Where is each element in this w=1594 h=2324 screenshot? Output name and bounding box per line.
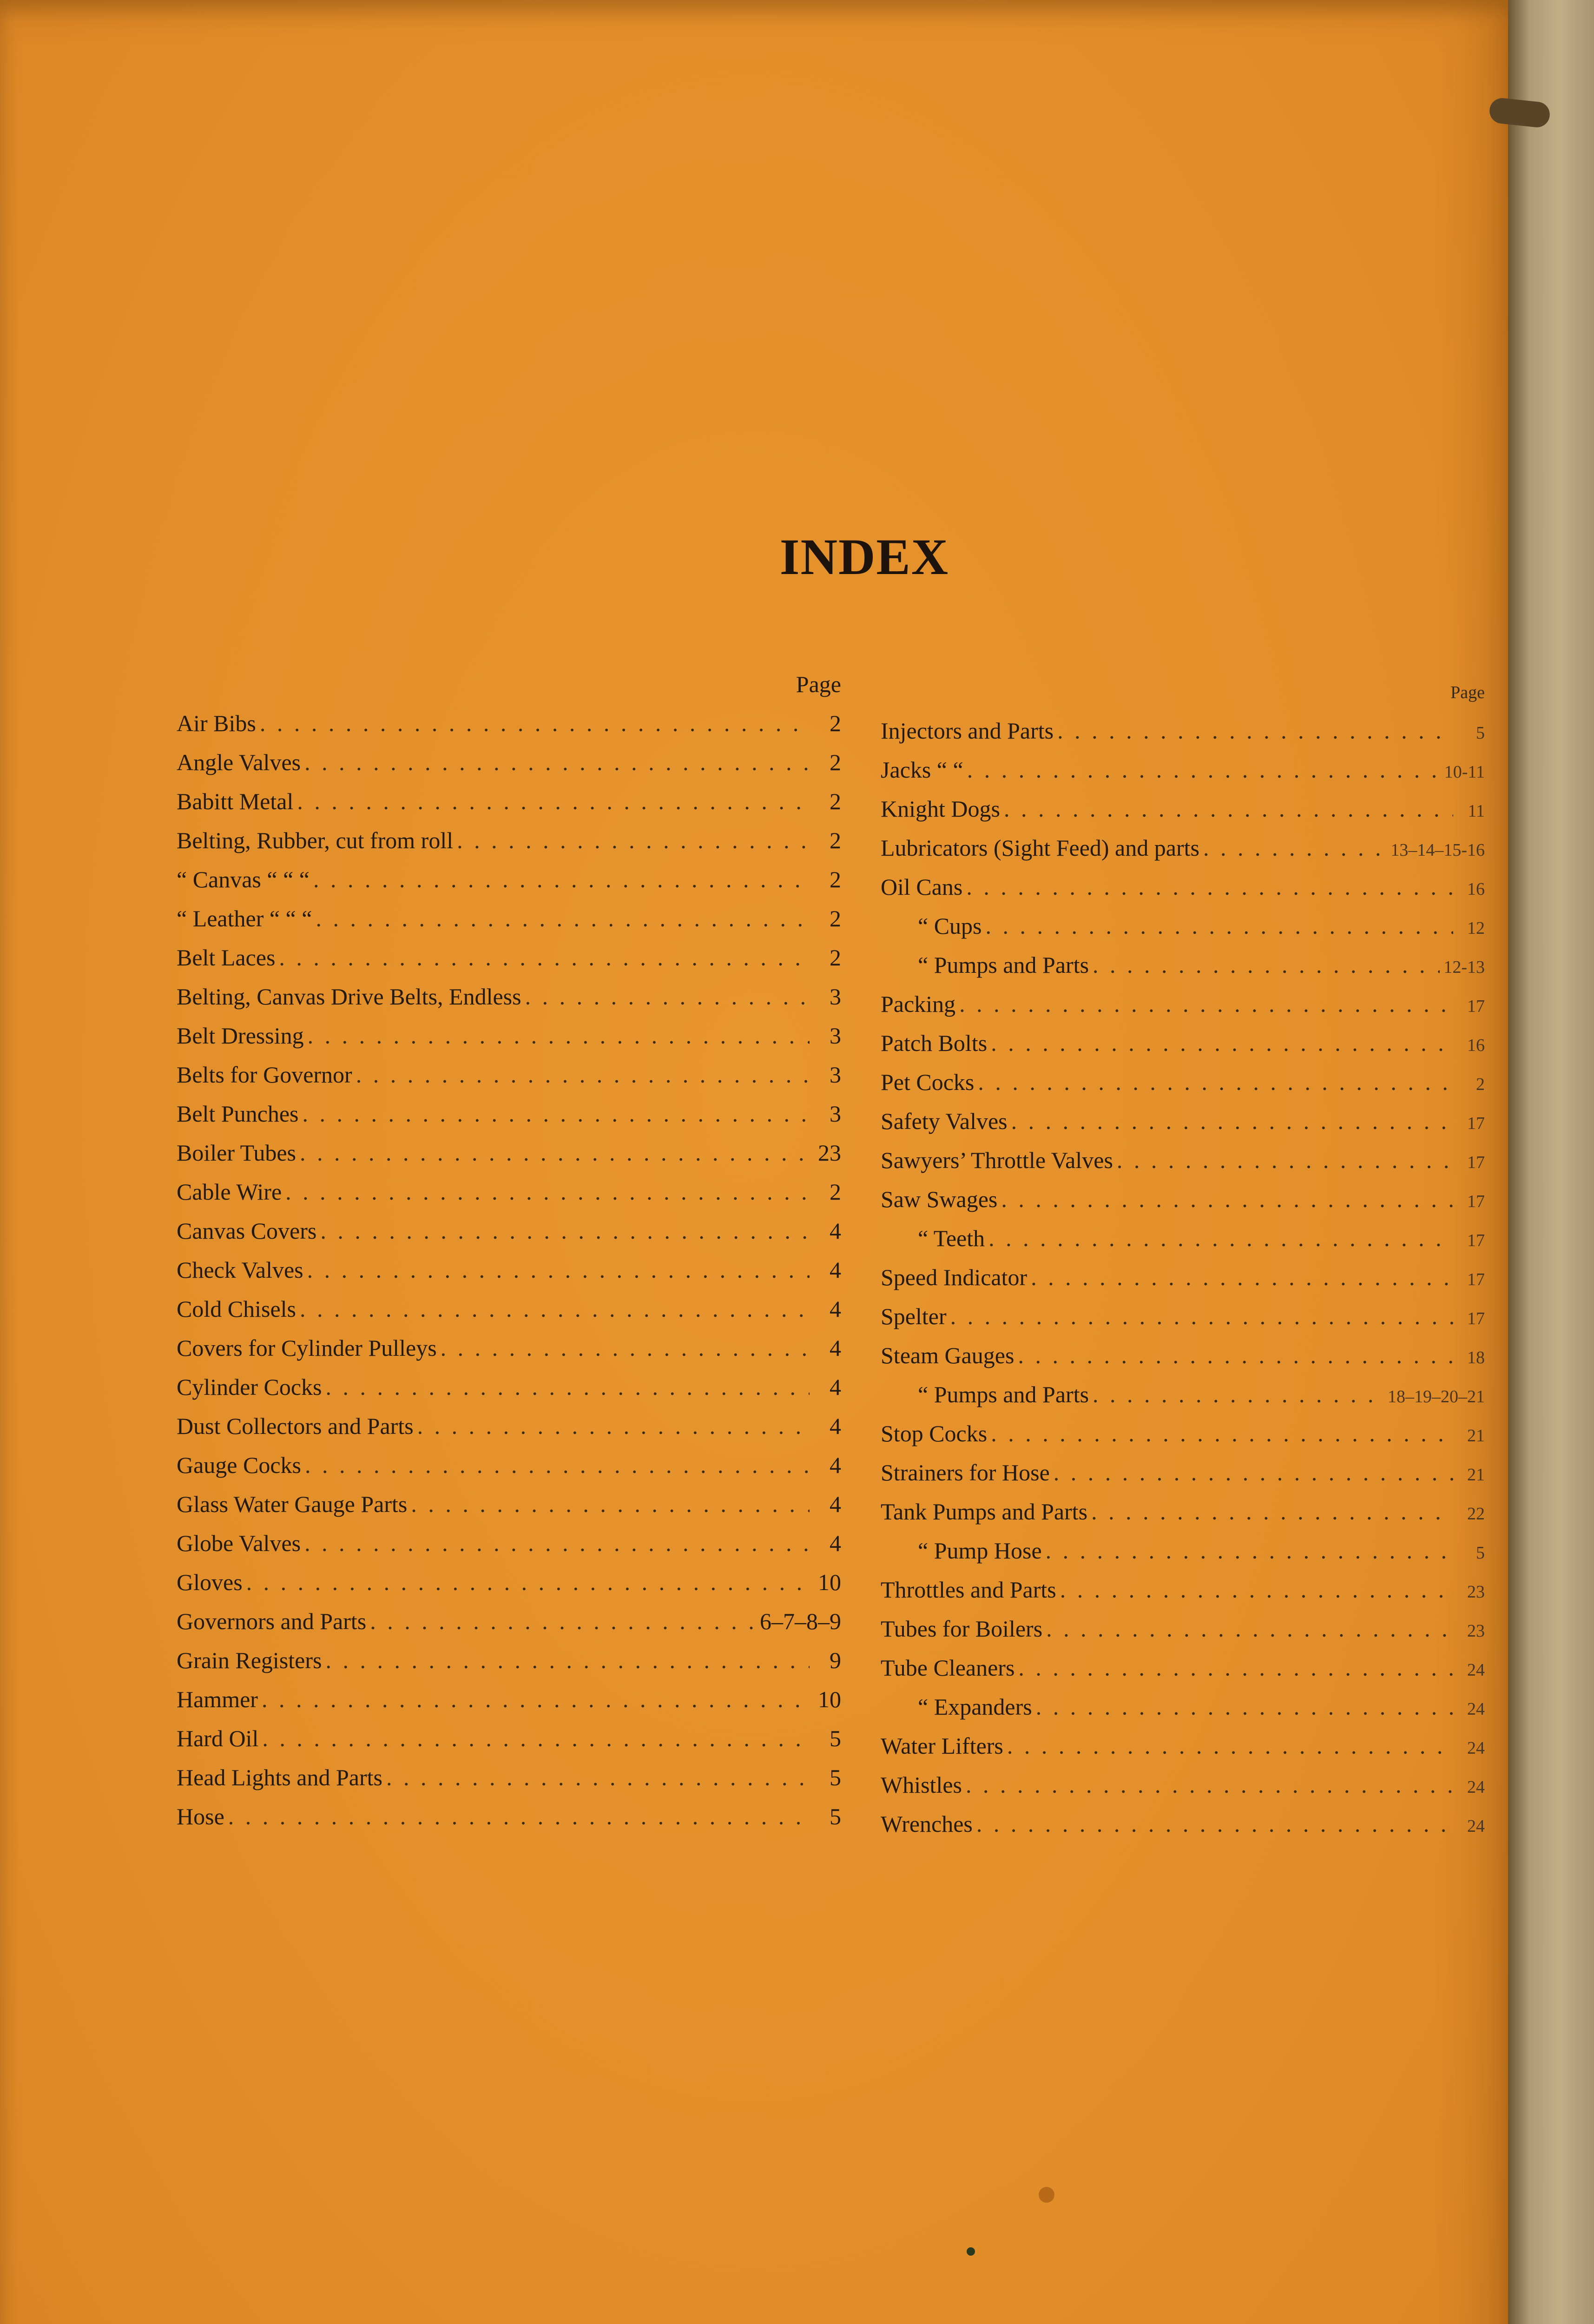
index-entry-name: Covers for Cylinder Pulleys [177,1335,437,1361]
dot-leader [262,1680,810,1719]
index-entry [177,1250,841,1289]
dot-leader [246,1563,810,1602]
index-entry [881,1570,1485,1609]
index-entry-name: Belting, Canvas Drive Belts, Endless [177,984,521,1010]
paper-speck [967,2247,975,2256]
index-entry-page: 3 [830,1062,841,1088]
dot-leader [950,1297,1453,1336]
index-entry [881,1492,1485,1531]
index-entry-name: Tube Cleaners [881,1655,1015,1681]
dot-leader [1060,1570,1453,1609]
dot-leader [988,1219,1453,1258]
index-entry-name: Globe Valves [177,1530,301,1556]
index-entry [177,1680,841,1719]
index-entry [177,1406,841,1446]
index-entry-page: 17 [1467,1114,1485,1133]
index-entry-page: 17 [1467,1153,1485,1172]
index-entry-page: 17 [1467,1231,1485,1250]
index-entry-name: Injectors and Parts [881,718,1054,744]
index-entry [881,1804,1485,1843]
dot-leader [986,906,1454,945]
dot-leader [1018,1336,1453,1375]
dot-leader [304,743,810,782]
index-entry-name: Lubricators (Sight Feed) and parts [881,835,1199,861]
index-entry-page: 2 [1476,1075,1485,1094]
dot-leader [1054,1453,1453,1492]
index-entry-page: 16 [1467,879,1485,899]
index-entry-name: “ Expanders [918,1694,1032,1720]
dot-leader [991,1414,1453,1453]
dot-leader [356,1055,810,1094]
index-entry-page: 13–14–15-16 [1390,840,1485,860]
index-entry [881,1453,1485,1492]
page-column-header: Page [1450,683,1485,702]
index-entry [177,1016,841,1055]
index-entry-name: Jacks “ “ [881,757,963,783]
dot-leader [966,1765,1453,1804]
dot-leader [300,1289,810,1328]
index-entry-page: 23 [1467,1621,1485,1641]
index-entry-page: 4 [830,1218,841,1244]
index-entry [881,1609,1485,1648]
dot-leader [302,1094,810,1133]
index-entry-name: Cylinder Cocks [177,1374,322,1400]
index-entry-name: Cable Wire [177,1179,282,1205]
index-entry [177,1094,841,1133]
index-entry [881,1531,1485,1570]
index-entry-name: “ Cups [918,913,982,939]
dot-leader [1093,1375,1384,1414]
index-entry-name: Stop Cocks [881,1420,988,1446]
index-entry-name: Water Lifters [881,1733,1003,1759]
index-entry-name: Packing [881,991,956,1017]
index-entry-name: Air Bibs [177,710,256,736]
dot-leader [305,1446,810,1485]
dot-leader [308,1016,810,1055]
index-entry-page: 24 [1467,1699,1485,1719]
index-entry [177,1719,841,1758]
index-entry-name: Steam Gauges [881,1342,1014,1368]
dot-leader [285,1172,810,1211]
index-entry-page: 2 [830,710,841,736]
index-entry [177,1797,841,1836]
index-entry-page: 22 [1467,1504,1485,1524]
index-entry-name: Canvas Covers [177,1218,317,1244]
index-entry-name: Belt Laces [177,944,276,971]
index-entry-page: 24 [1467,1777,1485,1797]
index-entry-page: 10 [818,1686,841,1712]
index-entry-page: 6–7–8–9 [760,1608,841,1634]
index-entry [177,821,841,860]
dot-leader [1057,711,1453,750]
dot-leader [370,1602,756,1641]
index-entry [177,743,841,782]
index-entry-name: Belts for Governor [177,1062,352,1088]
index-entry [177,1211,841,1250]
index-list-left [177,704,841,1836]
index-entry [881,984,1485,1023]
index-column-left [177,665,841,1836]
index-entry-page: 3 [830,984,841,1010]
index-entry-page: 4 [830,1257,841,1283]
index-entry-page: 23 [818,1140,841,1166]
index-entry-page: 17 [1467,1270,1485,1289]
index-entry-page: 23 [1467,1582,1485,1602]
index-entry-page: 2 [830,749,841,775]
index-entry-page: 2 [830,788,841,814]
index-entry-page: 5 [1476,1543,1485,1563]
index-entry [177,1446,841,1485]
dot-leader [1046,1609,1453,1648]
index-entry-page: 5 [830,1803,841,1829]
index-entry [177,1524,841,1563]
index-entry-page: 3 [830,1023,841,1049]
index-entry [881,1141,1485,1180]
dot-leader [300,1133,810,1172]
index-entry [881,1375,1485,1414]
index-entry-name: Sawyers’ Throttle Valves [881,1147,1113,1173]
index-entry [177,1602,841,1641]
dot-leader [1117,1141,1453,1180]
index-entry-name: “ Pumps and Parts [918,952,1089,978]
index-entry-page: 5 [830,1725,841,1751]
dot-leader [525,977,810,1016]
index-entry-page: 18–19–20–21 [1388,1387,1485,1406]
index-entry [881,1414,1485,1453]
dot-leader [976,1804,1453,1843]
index-entry [881,1219,1485,1258]
index-entry [177,1289,841,1328]
index-entry-name: Belt Punches [177,1101,299,1127]
index-entry [881,1297,1485,1336]
index-entry-name: Babitt Metal [177,788,294,814]
index-list-right [881,711,1485,1843]
dot-leader [1091,1492,1453,1531]
index-entry [177,899,841,938]
index-entry [881,1180,1485,1219]
index-entry-page: 2 [830,827,841,853]
index-entry-page: 24 [1467,1660,1485,1680]
index-entry [177,1641,841,1680]
index-column-right [881,674,1485,1843]
index-entry [881,789,1485,828]
dot-leader [967,750,1441,789]
dot-leader [441,1328,810,1367]
index-entry-name: Hammer [177,1686,258,1712]
index-entry [881,828,1485,867]
index-entry-name: “ Pumps and Parts [918,1381,1089,1407]
dot-leader [262,1719,810,1758]
book-binding [1508,0,1594,2324]
index-entry [177,704,841,743]
index-entry-page: 21 [1467,1465,1485,1485]
index-entry-page: 9 [830,1647,841,1673]
index-entry-name: Tank Pumps and Parts [881,1499,1088,1525]
dot-leader [1007,1726,1453,1765]
index-entry-page: 17 [1467,997,1485,1016]
index-entry-page: 4 [830,1491,841,1517]
index-entry-page: 18 [1467,1348,1485,1367]
index-entry [881,1765,1485,1804]
index-entry-name: Spelter [881,1303,947,1329]
index-entry-name: Boiler Tubes [177,1140,296,1166]
index-entry-page: 24 [1467,1738,1485,1758]
index-entry-name: Strainers for Hose [881,1459,1050,1486]
index-entry [177,977,841,1016]
index-entry-name: Gauge Cocks [177,1452,301,1478]
index-entry-page: 16 [1467,1036,1485,1055]
index-entry-name: Head Lights and Parts [177,1764,382,1790]
page-title: INDEX [779,528,949,585]
index-entry-name: Grain Registers [177,1647,322,1673]
index-entry [177,1055,841,1094]
dot-leader [411,1485,810,1524]
index-entry [881,1687,1485,1726]
index-entry-name: Cold Chisels [177,1296,296,1322]
index-entry [177,782,841,821]
index-entry-name: Glass Water Gauge Parts [177,1491,408,1517]
index-entry-page: 24 [1467,1816,1485,1836]
dot-leader [1203,828,1387,867]
index-entry-name: Patch Bolts [881,1030,988,1056]
index-entry-name: “ Canvas “ “ “ [177,866,310,892]
index-entry-page: 2 [830,866,841,892]
index-entry [177,1563,841,1602]
dot-leader [1004,789,1453,828]
index-entry-name: Belting, Rubber, cut from roll [177,827,454,853]
index-entry-name: Knight Dogs [881,796,1000,822]
index-entry-page: 4 [830,1413,841,1439]
index-entry-name: Oil Cans [881,874,963,900]
index-entry-name: Check Valves [177,1257,303,1283]
index-entry-page: 17 [1467,1309,1485,1328]
index-entry-page: 11 [1468,801,1485,821]
dot-leader [320,1211,810,1250]
dot-leader [959,984,1453,1023]
index-entry-name: Pet Cocks [881,1069,975,1095]
dot-leader [1046,1531,1453,1570]
index-entry-name: “ Pump Hose [918,1538,1042,1564]
index-entry-name: Throttles and Parts [881,1577,1056,1603]
index-entry [881,945,1485,984]
index-entry-page: 4 [830,1452,841,1478]
index-entry [177,1367,841,1406]
index-entry-page: 4 [830,1530,841,1556]
index-entry-name: Wrenches [881,1811,973,1837]
index-entry-page: 4 [830,1335,841,1361]
dot-leader [386,1758,810,1797]
index-entry-page: 3 [830,1101,841,1127]
dot-leader [260,704,810,743]
index-entry [177,860,841,899]
index-entry-page: 12-13 [1443,957,1485,977]
index-entry-page: 17 [1467,1192,1485,1211]
dot-leader [978,1063,1453,1102]
index-entry-page: 2 [830,944,841,971]
dot-leader [966,867,1453,906]
index-entry-page: 12 [1467,918,1485,938]
index-entry [881,1258,1485,1297]
index-entry [881,1336,1485,1375]
index-entry [177,1133,841,1172]
dot-leader [325,1641,810,1680]
dot-leader [1011,1102,1453,1141]
index-entry-page: 2 [830,905,841,931]
dot-leader [991,1023,1453,1063]
index-entry [881,1726,1485,1765]
index-entry-page: 2 [830,1179,841,1205]
dot-leader [313,860,810,899]
index-entry-page: 4 [830,1374,841,1400]
index-entry-name: Whistles [881,1772,962,1798]
index-entry-page: 5 [1476,723,1485,743]
page-column-header: Page [796,671,841,697]
dot-leader [297,782,810,821]
index-entry [881,750,1485,789]
index-entry [881,906,1485,945]
index-entry-name: Belt Dressing [177,1023,304,1049]
index-entry-name: Angle Valves [177,749,301,775]
index-entry [177,938,841,977]
dot-leader [316,899,810,938]
dot-leader [325,1367,810,1406]
index-entry-name: Speed Indicator [881,1264,1028,1290]
index-entry-page: 21 [1467,1426,1485,1446]
index-entry-name: Dust Collectors and Parts [177,1413,414,1439]
dot-leader [1001,1180,1453,1219]
index-entry [177,1485,841,1524]
index-entry-name: Safety Valves [881,1108,1008,1134]
dot-leader [1036,1687,1453,1726]
index-entry-page: 10-11 [1444,762,1485,782]
index-entry-page: 5 [830,1764,841,1790]
paper-speck [1039,2187,1054,2203]
index-entry-name: Hard Oil [177,1725,259,1751]
index-entry-name: Gloves [177,1569,243,1595]
index-entry [881,1648,1485,1687]
index-entry [177,1758,841,1797]
dot-leader [279,938,810,977]
index-entry [177,1172,841,1211]
dot-leader [228,1797,810,1836]
index-entry [881,1063,1485,1102]
dot-leader [1018,1648,1453,1687]
dot-leader [1093,945,1440,984]
index-entry [881,711,1485,750]
dot-leader [1031,1258,1453,1297]
index-entry-name: Saw Swages [881,1186,998,1212]
index-entry-name: Governors and Parts [177,1608,367,1634]
index-entry-name: Tubes for Boilers [881,1616,1043,1642]
index-entry-name: “ Leather “ “ “ [177,905,312,931]
index-entry [881,1102,1485,1141]
dot-leader [307,1250,810,1289]
dot-leader [457,821,810,860]
index-entry-name: “ Teeth [918,1225,985,1251]
index-entry-name: Hose [177,1803,224,1829]
index-entry [881,867,1485,906]
dot-leader [417,1406,810,1446]
dot-leader [304,1524,810,1563]
index-entry-page: 10 [818,1569,841,1595]
index-entry [881,1023,1485,1063]
index-entry-page: 4 [830,1296,841,1322]
index-entry [177,1328,841,1367]
